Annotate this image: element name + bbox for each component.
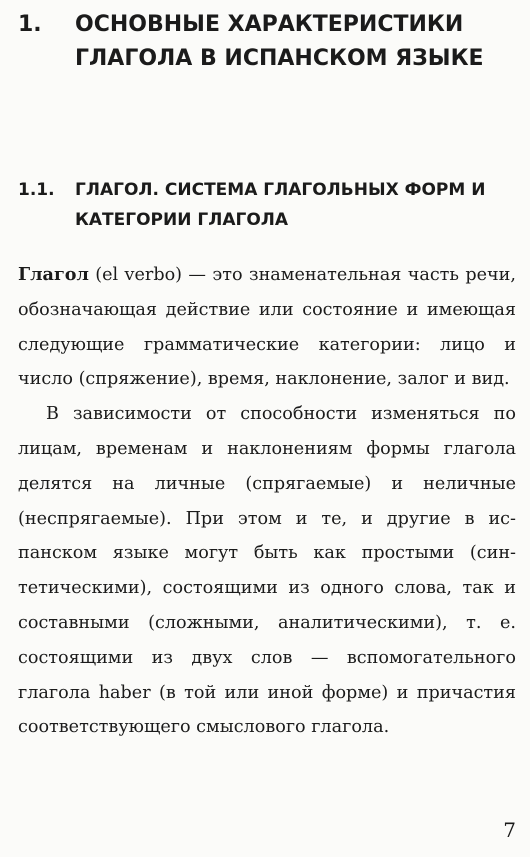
defined-term: Глагол bbox=[18, 264, 89, 285]
body-text bbox=[18, 258, 516, 745]
chapter-number: 1. bbox=[18, 12, 42, 37]
section-number: 1.1. bbox=[18, 180, 55, 200]
paragraph-definition bbox=[18, 258, 516, 397]
definition-text: (el verbo) — это знаменательная часть речи, обозначающая действие или состояние и имеющая следующие грамматические категории: лицо и число (спряжение), время, наклонение, залог и вид. bbox=[18, 265, 516, 390]
chapter-title: ОСНОВНЫЕ ХАРАКТЕРИСТИКИ ГЛАГОЛА В ИСПАНСКОМ ЯЗЫКЕ bbox=[75, 12, 484, 71]
page-number: 7 bbox=[503, 818, 516, 842]
paragraph-verb-forms: В зависимости от способности изменяться по лицам, временам и наклонениям формы глагола делятся на личные (спрягаемые) и неличные (неспрягаемые). При этом и те, и другие в испанском языке могут быть как простыми (синтетическими), состоящими из одного слова, так и составными (сложными, аналитическими), т. е. состоящими из двух слов — вспомогательного глагола haber (в той или иной форме) и причастия соответствующего смыслового глагола. bbox=[18, 404, 516, 738]
section-title: ГЛАГОЛ. СИСТЕМА ГЛАГОЛЬНЫХ ФОРМ И КАТЕГОРИИ ГЛАГОЛА bbox=[75, 180, 486, 230]
